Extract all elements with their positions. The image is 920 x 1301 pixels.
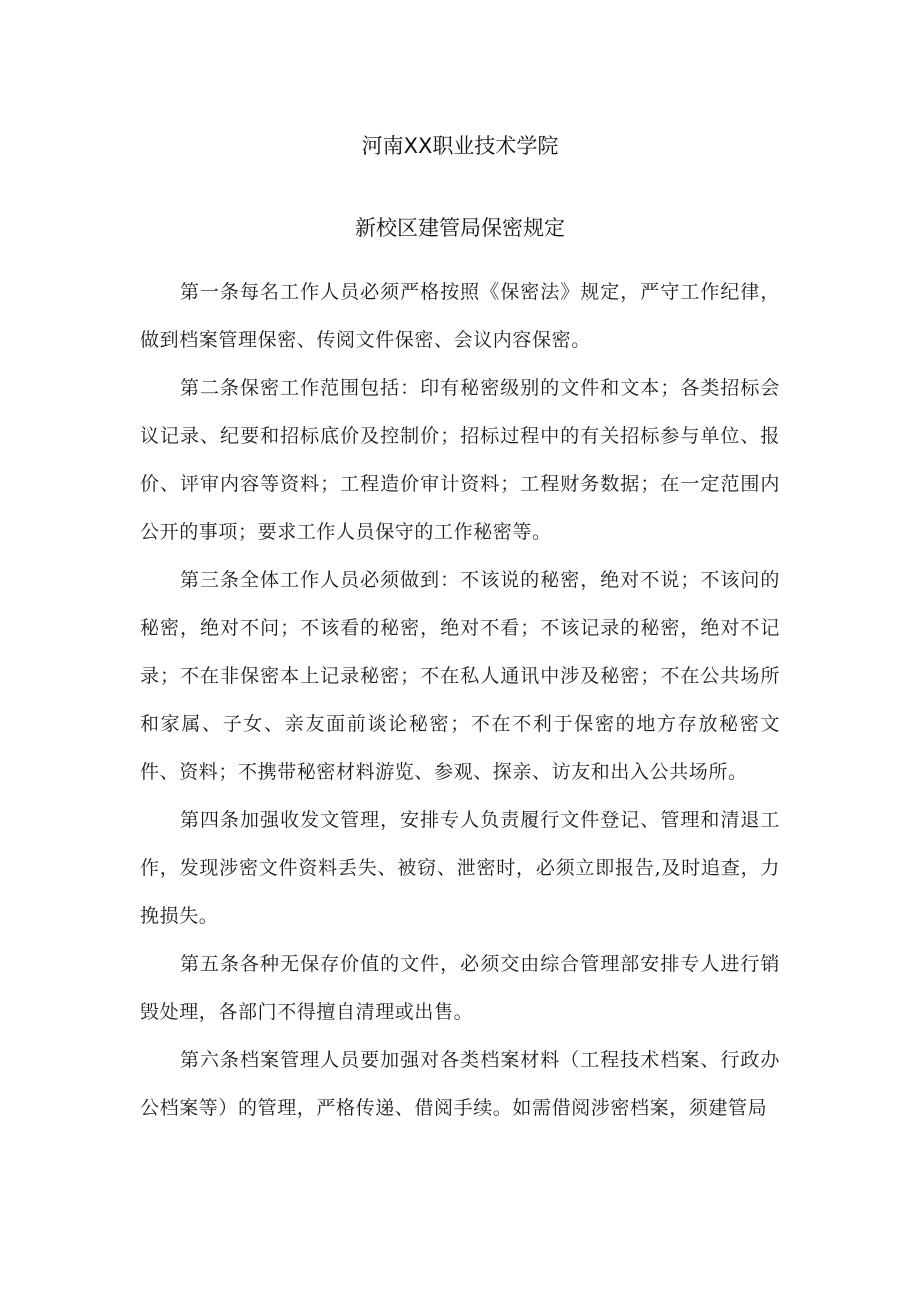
article-6-paragraph: 第六条档案管理人员要加强对各类档案材料（工程技术档案、行政办公档案等）的管理，严格传递、借阅手续。如需借阅涉密档案，须建管局 xyxy=(140,1049,780,1119)
article-3-paragraph: 第三条全体工作人员必须做到：不该说的秘密，绝对不说；不该问的秘密，绝对不问；不该看的秘密，绝对不看；不该记录的秘密，绝对不记录；不在非保密本上记录秘密；不在私人通讯中涉及秘密；不在公共场所和家属、子女、亲友面前谈论秘密；不在不利于保密的地方存放秘密文件、资料；不携带秘密材料游览、参观、探亲、访友和出入公共场所。 xyxy=(140,569,780,783)
article-1-paragraph: 第一条每名工作人员必须严格按照《保密法》规定，严守工作纪律，做到档案管理保密、传阅文件保密、会议内容保密。 xyxy=(140,281,780,351)
article-5-paragraph: 第五条各种无保存价值的文件，必须交由综合管理部安排专人进行销毁处理，各部门不得擅自清理或出售。 xyxy=(140,953,780,1023)
document-title-institution: 河南XX职业技术学院 xyxy=(361,134,559,158)
article-4-paragraph: 第四条加强收发文管理，安排专人负责履行文件登记、管理和清退工作，发现涉密文件资料丢失、被窃、泄密时，必须立即报告,及时追查，力挽损失。 xyxy=(140,809,780,927)
document-body xyxy=(140,268,780,1132)
document-title-regulation: 新校区建管局保密规定 xyxy=(355,216,565,240)
article-2-paragraph: 第二条保密工作范围包括：印有秘密级别的文件和文本；各类招标会议记录、纪要和招标底价及控制价；招标过程中的有关招标参与单位、报价、评审内容等资料；工程造价审计资料；工程财务数据；在一定范围内公开的事项；要求工作人员保守的工作秘密等。 xyxy=(140,377,780,543)
